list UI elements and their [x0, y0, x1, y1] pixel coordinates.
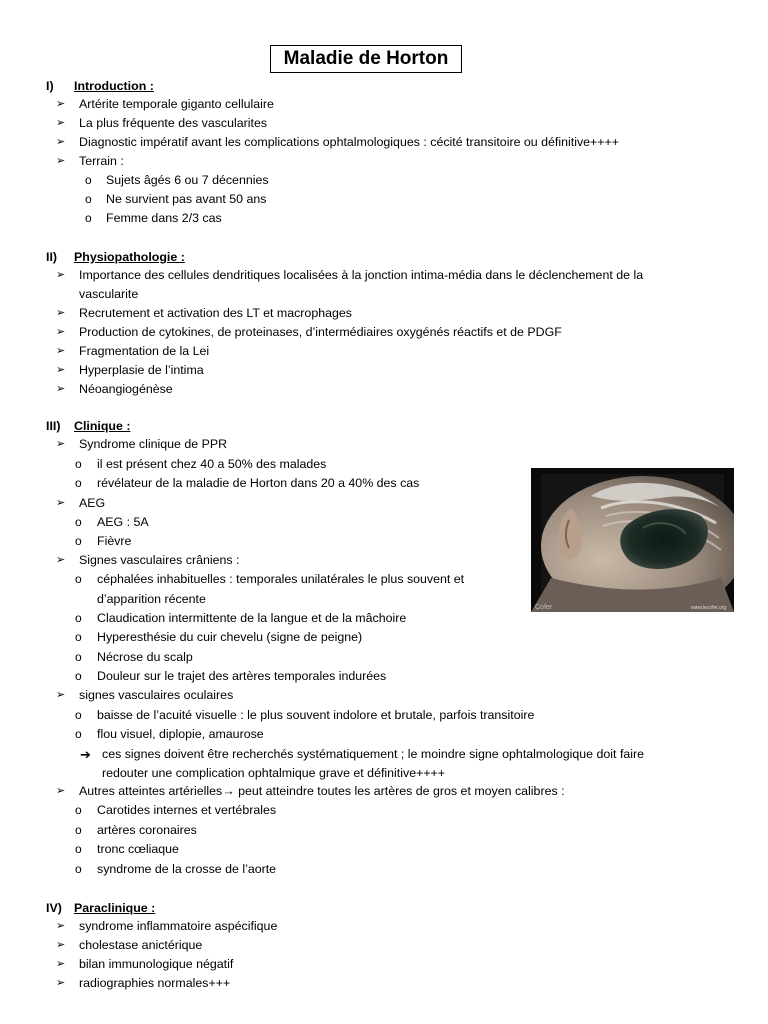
- circle-bullet: o: [75, 572, 82, 586]
- list-item: Autres atteintes artérielles→ peut atteindre toutes les artères de gros et moyen calibres :: [79, 784, 565, 798]
- circle-bullet: o: [75, 669, 82, 683]
- list-item: Fièvre: [97, 534, 132, 548]
- section-title: Physiopathologie :: [74, 250, 185, 264]
- arrow-bullet: ➢: [56, 345, 66, 357]
- list-item: La plus fréquente des vascularites: [79, 116, 268, 130]
- list-item: Recrutement et activation des LT et macrophages: [79, 306, 352, 320]
- arrow-bullet: ➢: [56, 269, 66, 281]
- section-number: IV): [46, 901, 62, 915]
- list-item: AEG: [79, 496, 106, 510]
- circle-bullet: o: [75, 476, 82, 490]
- section-title: Introduction :: [74, 79, 154, 93]
- list-item: AEG : 5A: [97, 515, 149, 529]
- list-item: Fragmentation de la Lei: [79, 344, 210, 358]
- section-number: II): [46, 250, 58, 264]
- list-item: radiographies normales+++: [79, 976, 231, 990]
- arrow-bullet: ➢: [56, 958, 66, 970]
- arrow-bullet: ➢: [56, 554, 66, 566]
- list-item-continuation: vascularite: [79, 287, 139, 301]
- arrow-bullet: ➢: [56, 326, 66, 338]
- section-title: Paraclinique :: [74, 901, 156, 915]
- list-item: Terrain :: [79, 154, 124, 168]
- watermark-right: www.lecofer.org: [691, 605, 727, 611]
- list-item: tronc cœliaque: [97, 842, 179, 856]
- list-item: Signes vasculaires crâniens :: [79, 553, 240, 567]
- arrow-bullet: ➢: [56, 977, 66, 989]
- list-item: Importance des cellules dendritiques localisées à la jonction intima-média dans le déclenchement de la: [79, 268, 644, 282]
- list-item: Femme dans 2/3 cas: [106, 211, 222, 225]
- circle-bullet: o: [75, 708, 82, 722]
- bold-arrow-bullet: ➔: [80, 747, 91, 762]
- list-item: Carotides internes et vertébrales: [97, 803, 277, 817]
- arrow-bullet: ➢: [56, 136, 66, 148]
- arrow-bullet: ➢: [56, 117, 66, 129]
- list-item: Douleur sur le trajet des artères temporales indurées: [97, 669, 387, 683]
- arrow-bullet: ➢: [56, 497, 66, 509]
- list-item: Ne survient pas avant 50 ans: [106, 192, 267, 206]
- arrow-bullet: ➢: [56, 307, 66, 319]
- clinical-photo: [531, 468, 734, 612]
- arrow-bullet: ➢: [56, 155, 66, 167]
- section-number: I): [46, 79, 54, 93]
- list-item: révélateur de la maladie de Horton dans 20 a 40% des cas: [97, 476, 420, 490]
- circle-bullet: o: [75, 650, 82, 664]
- list-item: Néoangiogénèse: [79, 382, 173, 396]
- circle-bullet: o: [85, 173, 92, 187]
- arrow-bullet: ➢: [56, 98, 66, 110]
- circle-bullet: o: [75, 862, 82, 876]
- list-item: baisse de l’acuité visuelle : le plus souvent indolore et brutale, parfois transitoire: [97, 708, 535, 722]
- circle-bullet: o: [75, 611, 82, 625]
- circle-bullet: o: [75, 534, 82, 548]
- list-item: signes vasculaires oculaires: [79, 688, 234, 702]
- circle-bullet: o: [75, 630, 82, 644]
- circle-bullet: o: [75, 457, 82, 471]
- list-item: il est présent chez 40 a 50% des malades: [97, 457, 327, 471]
- list-item: syndrome de la crosse de l’aorte: [97, 862, 277, 876]
- list-item: Nécrose du scalp: [97, 650, 193, 664]
- list-item: Sujets âgés 6 ou 7 décennies: [106, 173, 269, 187]
- list-item: céphalées inhabituelles : temporales unilatérales le plus souvent et: [97, 572, 465, 586]
- list-item: Hyperplasie de l’intima: [79, 363, 204, 377]
- circle-bullet: o: [75, 803, 82, 817]
- list-item: Syndrome clinique de PPR: [79, 437, 228, 451]
- page-title: Maladie de Horton: [270, 45, 462, 73]
- circle-bullet: o: [75, 515, 82, 529]
- list-item: ces signes doivent être recherchés systématiquement ; le moindre signe ophtalmologique doit faire: [102, 747, 645, 761]
- circle-bullet: o: [85, 211, 92, 225]
- arrow-bullet: ➢: [56, 785, 66, 797]
- list-item: Diagnostic impératif avant les complications ophtalmologiques : cécité transitoire ou définitive++++: [79, 135, 619, 149]
- list-item: syndrome inflammatoire aspécifique: [79, 919, 278, 933]
- arrow-bullet: ➢: [56, 364, 66, 376]
- list-item: flou visuel, diplopie, amaurose: [97, 727, 264, 741]
- arrow-bullet: ➢: [56, 383, 66, 395]
- arrow-bullet: ➢: [56, 689, 66, 701]
- list-item: cholestase anictérique: [79, 938, 203, 952]
- watermark-left: Cofer: [535, 604, 553, 611]
- list-item: artères coronaires: [97, 823, 197, 837]
- section-number: III): [46, 419, 61, 433]
- circle-bullet: o: [75, 842, 82, 856]
- scalp-necrosis-image: [531, 468, 734, 612]
- section-title: Clinique :: [74, 419, 131, 433]
- circle-bullet: o: [75, 727, 82, 741]
- list-item-continuation: redouter une complication ophtalmique grave et définitive++++: [102, 766, 446, 780]
- list-item: bilan immunologique négatif: [79, 957, 234, 971]
- list-item: Claudication intermittente de la langue et de la mâchoire: [97, 611, 407, 625]
- arrow-bullet: ➢: [56, 939, 66, 951]
- list-item: Hyperesthésie du cuir chevelu (signe de peigne): [97, 630, 363, 644]
- list-item: Artérite temporale giganto cellulaire: [79, 97, 274, 111]
- list-item-continuation: d’apparition récente: [97, 592, 206, 606]
- circle-bullet: o: [85, 192, 92, 206]
- circle-bullet: o: [75, 823, 82, 837]
- arrow-bullet: ➢: [56, 438, 66, 450]
- list-item: Production de cytokines, de proteinases, d’intermédiaires oxygénés réactifs et de PDGF: [79, 325, 562, 339]
- arrow-bullet: ➢: [56, 920, 66, 932]
